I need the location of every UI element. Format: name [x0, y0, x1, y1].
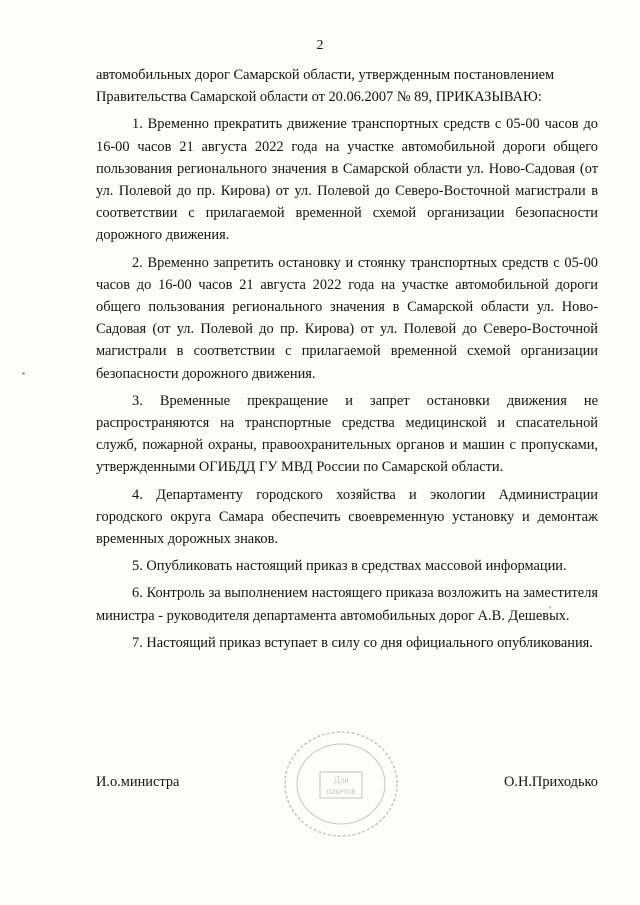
svg-text:Для: Для	[333, 775, 349, 785]
paragraph-4: 4. Департаменту городского хозяйства и экологии Администрации городского округа Самара обеспечить своевременную установку и демонтаж временных дорожных знаков.	[96, 486, 598, 548]
document-body	[96, 64, 598, 654]
intro-line-2: Правительства Самарской области от 20.06.2007 № 89, ПРИКАЗЫВАЮ:	[96, 89, 542, 106]
paragraph-7: 7. Настоящий приказ вступает в силу со дня официального опубликования.	[132, 634, 593, 651]
paragraph-1: 1. Временно прекратить движение транспортных средств с 05-00 часов до 16-00 часов 21 августа 2022 года на участке автомобильной дороги общего пользования регионального значения в Самарской области ул. Ново-Садовая (от ул. Полевой до пр. Кирова) от ул. Полевой до Северо-Восточной магистрали в соответствии с прилагаемой временной схемой организации безопасности дорожного движения.	[96, 116, 598, 244]
paragraph-6: 6. Контроль за выполнением настоящего приказа возложить на заместителя министра - руководителя департамента автомобильных дорог А.В. Дешевых.	[96, 585, 598, 624]
svg-text:пакетов: пакетов	[326, 786, 356, 796]
paragraph-3: 3. Временные прекращение и запрет остановки движения не распространяются на транспортные средства медицинской и спасательной служб, пожарной охраны, правоохранительных органов и машин с пропусками, утвержденными ОГИБДД ГУ МВД России по Самарской области.	[96, 392, 598, 476]
intro-line-1: автомобильных дорог Самарской области, утвержденным постановлением	[96, 67, 555, 83]
signatory-name: О.Н.Приходько	[503, 774, 598, 790]
intro-paragraph	[96, 64, 598, 108]
signatory-position: И.о.министра	[96, 774, 180, 790]
paragraph-5: 5. Опубликовать настоящий приказ в средствах массовой информации.	[132, 558, 567, 575]
paragraph-2: 2. Временно запретить остановку и стоянку транспортных средств с 05-00 часов до 16-00 часов 21 августа 2022 года на участке автомобильной дороги общего пользования регионального значения в Самарской области ул. Ново-Садовая (от ул. Полевой до пр. Кирова) от ул. Полевой до Северо-Восточной магистрали в соответствии с прилагаемой временной схемой организации безопасности дорожного движения.	[96, 254, 598, 382]
page-number: 2	[316, 38, 324, 53]
stamp-seal-icon	[282, 728, 400, 840]
